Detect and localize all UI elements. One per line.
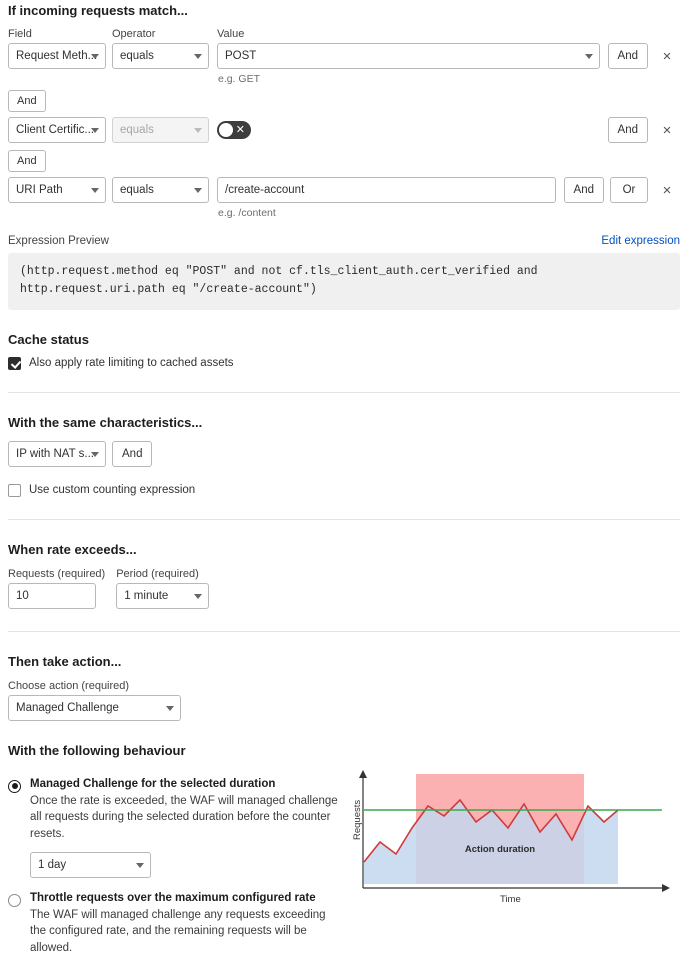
condition-row-2 bbox=[8, 117, 680, 143]
behaviour-section bbox=[8, 743, 680, 957]
cache-checkbox[interactable] bbox=[8, 357, 21, 370]
chevron-down-icon bbox=[194, 128, 202, 133]
value-cell-2 bbox=[217, 117, 600, 139]
behaviour-option-1-body bbox=[30, 778, 342, 878]
behaviour-option-2-title: Throttle requests over the maximum configured rate bbox=[30, 891, 316, 904]
row-actions-1 bbox=[608, 43, 680, 69]
chevron-down-icon bbox=[166, 706, 174, 711]
cache-checkbox-label: Also apply rate limiting to cached assets bbox=[29, 357, 234, 370]
rate-heading: When rate exceeds... bbox=[8, 541, 137, 557]
value-cell-1 bbox=[217, 43, 600, 85]
divider-1 bbox=[8, 392, 680, 393]
behaviour-option-1-title: Managed Challenge for the selected duration bbox=[30, 777, 276, 790]
action-section bbox=[8, 654, 680, 721]
chart-y-axis-label: Requests bbox=[352, 799, 363, 840]
duration-select-value: 1 day bbox=[38, 858, 67, 871]
choose-action-label: Choose action (required) bbox=[8, 679, 130, 692]
chevron-down-icon bbox=[194, 594, 202, 599]
requests-label: Requests (required) bbox=[8, 567, 106, 580]
row-actions-3 bbox=[564, 177, 680, 203]
condition-row-1 bbox=[8, 43, 680, 85]
operator-select-3[interactable] bbox=[112, 177, 209, 203]
value-select-1-value: POST bbox=[225, 50, 257, 62]
chevron-down-icon bbox=[136, 863, 144, 868]
period-field bbox=[116, 568, 209, 609]
divider-2 bbox=[8, 519, 680, 520]
chevron-down-icon bbox=[91, 452, 99, 457]
custom-counting-checkbox[interactable] bbox=[8, 484, 21, 497]
field-select-2-value: Client Certific... bbox=[16, 124, 94, 136]
toggle-x-icon: ✕ bbox=[235, 124, 245, 136]
value-hint-3: e.g. /content bbox=[218, 207, 276, 219]
value-hint-1: e.g. GET bbox=[218, 73, 261, 85]
match-section-header bbox=[8, 0, 680, 28]
chevron-down-icon bbox=[585, 54, 593, 59]
period-select[interactable] bbox=[116, 583, 209, 609]
expression-preview-text: (http.request.method eq "POST" and not cf.tls_client_auth.cert_verified and http.request.uri.path eq "/create-account") bbox=[8, 253, 680, 310]
behaviour-option-1-radio[interactable] bbox=[8, 780, 21, 793]
chart-action-duration-label: Action duration bbox=[464, 843, 536, 855]
close-icon[interactable]: × bbox=[662, 121, 672, 139]
divider-3 bbox=[8, 631, 680, 632]
behaviour-option-2-body bbox=[30, 892, 342, 957]
cert-verified-toggle[interactable] bbox=[217, 121, 251, 139]
requests-field bbox=[8, 568, 105, 609]
custom-counting-row[interactable] bbox=[8, 484, 680, 497]
rate-limit-chart bbox=[350, 770, 680, 910]
behaviour-option-2[interactable] bbox=[8, 892, 342, 957]
value-cell-3 bbox=[217, 177, 556, 219]
expression-preview-label: Expression Preview bbox=[8, 235, 109, 247]
action-select-value: Managed Challenge bbox=[16, 701, 119, 714]
field-select-2[interactable] bbox=[8, 117, 106, 143]
condition-row-3 bbox=[8, 177, 680, 219]
action-select[interactable] bbox=[8, 695, 181, 721]
characteristics-and-button[interactable]: And bbox=[112, 441, 152, 467]
uri-path-input[interactable] bbox=[217, 177, 556, 203]
field-select-1-value: Request Meth... bbox=[16, 50, 98, 62]
period-select-value: 1 minute bbox=[124, 589, 169, 602]
cache-checkbox-row[interactable] bbox=[8, 357, 680, 370]
close-icon[interactable]: × bbox=[662, 47, 672, 65]
label-field: Field bbox=[8, 28, 32, 40]
label-operator: Operator bbox=[112, 28, 156, 40]
chevron-down-icon bbox=[194, 54, 202, 59]
characteristics-section bbox=[8, 415, 680, 497]
behaviour-option-1-description: Once the rate is exceeded, the WAF will managed challenge all requests during the selected duration before the counter resets. bbox=[30, 794, 338, 841]
action-heading: Then take action... bbox=[8, 653, 122, 669]
behaviour-heading: With the following behaviour bbox=[8, 742, 186, 758]
behaviour-option-1[interactable] bbox=[8, 778, 342, 878]
requests-input[interactable] bbox=[8, 583, 96, 609]
characteristics-controls bbox=[8, 441, 680, 467]
operator-select-2 bbox=[112, 117, 209, 143]
chevron-down-icon bbox=[91, 188, 99, 193]
edit-expression-link[interactable]: Edit expression bbox=[601, 235, 680, 247]
characteristic-select[interactable] bbox=[8, 441, 106, 467]
duration-select[interactable] bbox=[30, 852, 151, 878]
cache-status-heading: Cache status bbox=[8, 331, 89, 347]
toggle-knob bbox=[219, 123, 233, 137]
and-button-row-2[interactable]: And bbox=[608, 117, 648, 143]
joiner-1 bbox=[8, 87, 680, 115]
joiner-and-button-1[interactable]: And bbox=[8, 90, 46, 112]
period-label: Period (required) bbox=[116, 567, 199, 580]
close-icon[interactable]: × bbox=[662, 181, 672, 199]
operator-select-3-value: equals bbox=[120, 184, 154, 196]
chart-x-axis-label: Time bbox=[500, 893, 521, 905]
rate-controls bbox=[8, 568, 680, 609]
cache-status-section bbox=[8, 332, 680, 370]
expression-header bbox=[8, 235, 680, 247]
match-column-labels bbox=[8, 28, 680, 40]
rate-section bbox=[8, 542, 680, 609]
behaviour-option-2-radio[interactable] bbox=[8, 894, 21, 907]
field-select-1[interactable] bbox=[8, 43, 106, 69]
label-value: Value bbox=[217, 28, 245, 40]
characteristics-heading: With the same characteristics... bbox=[8, 414, 203, 430]
and-button-row-3[interactable]: And bbox=[564, 177, 604, 203]
behaviour-option-2-description: The WAF will managed challenge any requests exceeding the configured rate, and the remaining requests will be allowed. bbox=[30, 908, 326, 955]
operator-select-1[interactable] bbox=[112, 43, 209, 69]
joiner-2 bbox=[8, 147, 680, 175]
and-button-row-1[interactable]: And bbox=[608, 43, 648, 69]
operator-select-2-value: equals bbox=[120, 124, 154, 136]
behaviour-options bbox=[8, 770, 342, 957]
behaviour-diagram bbox=[342, 770, 680, 957]
characteristic-select-value: IP with NAT s... bbox=[16, 447, 94, 460]
behaviour-body bbox=[8, 770, 680, 957]
value-select-1[interactable] bbox=[217, 43, 600, 69]
field-select-3[interactable] bbox=[8, 177, 106, 203]
custom-counting-label: Use custom counting expression bbox=[29, 484, 196, 497]
operator-select-1-value: equals bbox=[120, 50, 154, 62]
chevron-down-icon bbox=[194, 188, 202, 193]
row-actions-2 bbox=[608, 117, 680, 143]
field-select-3-value: URI Path bbox=[16, 184, 63, 196]
match-heading: If incoming requests match... bbox=[8, 3, 188, 18]
chevron-down-icon bbox=[91, 128, 99, 133]
chevron-down-icon bbox=[91, 54, 99, 59]
or-button-row-3[interactable]: Or bbox=[610, 177, 648, 203]
joiner-and-button-2[interactable]: And bbox=[8, 150, 46, 172]
